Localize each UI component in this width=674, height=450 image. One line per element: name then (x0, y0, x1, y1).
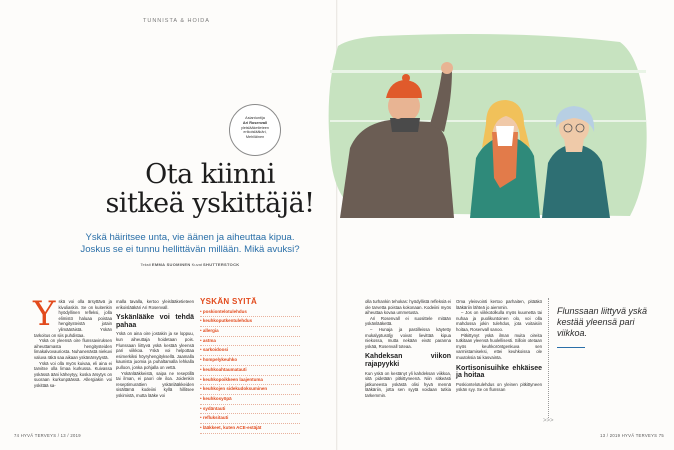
continue-arrows: >>> (543, 418, 554, 424)
symptom-item: • astma (200, 337, 300, 347)
paragraph: Ari Rosenvall ei suosittele mitään yskänlääkettä. (365, 315, 451, 327)
paragraph: malla tavalla, kertoo yleislääketieteen erikoislääkäri Ari Rosenvall. (116, 299, 194, 310)
credit-text-label: Teksti (140, 262, 151, 267)
section-label: TUNNISTA & HOIDA (143, 18, 210, 24)
paragraph: Oma yleisvointi kertoo parhaiten, pitääkö lääkäriin lähteä jo aiemmin. (456, 299, 542, 310)
body-column-5 (456, 299, 542, 393)
symptoms-list (200, 308, 300, 434)
quote-rule (557, 347, 585, 348)
expert-title-2: erikoislääkäri, (243, 130, 267, 135)
paragraph: skä voi olla ärsyttävä ja kivuliaskin. Se on kuitenkin hyödyllinen refleksi, jolla elimistö haluaa poistaa hengitysteistä jotain ylimääräistä. Yskän tarkoitus on siis puhdistaa. (34, 299, 112, 338)
symptom-item: • hompelykeuhko (200, 356, 300, 366)
lead-line-2: Joskus se ei tunnu hellittävän millään. Mikä avuksi? (80, 244, 300, 255)
symptoms-title: YSKÄN SYITÄ (200, 297, 258, 306)
subheading: Kahdeksan viikon rajapyykki (365, 353, 451, 368)
symptom-item: • keuhkosyöpä (200, 395, 300, 405)
expert-name: Ari Rosenvall (242, 120, 268, 125)
headline-line-2: sitkeä yskittäjä! (105, 188, 315, 219)
paragraph: Pitkittynyt yskä ilman muita oireita tutkitaan yleensä huolellisesti. Silloin otetaan myös keuhkoröntgenkuva sen varmistamiseksi, ettei keuhkoissa ole muutoksia tai kasvainta. (456, 332, 542, 360)
folio-right: 13 / 2019 HYVÄ TERVEYS 75 (600, 433, 664, 438)
symptoms-box (200, 299, 300, 434)
expert-title-1: yleislääketieteen (240, 125, 270, 130)
paragraph: Kun yskä on kestänyt yli kahdeksan viikkoa, sitä pidetään pitkittyneenä. Niin sitkeästi jatkuneesta yskästä olisi hyvä mennä lääkäriin, jotta sen syytä voidaan tutkia tarkemmin. (365, 370, 451, 398)
paragraph: Yskä on aina oire jostakin ja se loppuu, kun aiheuttaja hoidetaan pois. Flunssaan liittyvä yskä kestää yleensä pari viikkoa. Yskä voi helpottaa esimerkiksi höyryhengityksellä. Jaamalla kaunista juomia ja puhaltamalla lehkalla pulloon, jonka pohjalla on vettä. (116, 331, 194, 370)
pull-quote-box (548, 298, 662, 418)
paragraph: – Jos on viikkotolkulla myös kuumetta tai nuhaa ja puolikuntoinen olo, voi olla mahdossa jokin tulehdus, jota voitaisiin hoitaa, Rosenvall sanoo. (456, 310, 542, 332)
symptom-item: • sydäntauti (200, 405, 300, 415)
drop-cap: Y (33, 294, 56, 334)
paragraph: Yskänlääkkeistä, saipa ne reseptillä tai ilman, ei paori ole iloa. Joidenkin reseptimurattien yskänlääkkeiden sisältämä kodeiini kyllä hillitsee yskimistä, mutta lääke voi (116, 370, 194, 398)
headline (90, 160, 330, 218)
paragraph: Yskä on yleensä oire flunssaviruksen aiheuttamasta hengitysteiden limakalvovauriosta. Nuhanenästä niekuvi valuva räkä saa aikaan yskänärsytystä. (34, 338, 112, 360)
paragraph: olla turhankin tehokas: hyödyllistä refleksiä ei ole tarvetta poistaa kokonaan. Kodeiini myös aiheuttaa kovaa ummetusta. (365, 299, 451, 316)
headline-line-1: Ota kiinni (145, 159, 275, 190)
pull-quote: Flunssaan liittyvä yskä kestää yleensä pari viikkoa. (557, 306, 648, 338)
lead-paragraph (60, 232, 320, 256)
paragraph: – Hunaja ja pastilleissa käytetty mukalyptusöljy voivat lievittää kipua niekossa, mutta nekään eivät paranna yskää, Rosenvall toteaa. (365, 326, 451, 349)
expert-role: Asiantuntija (245, 116, 265, 120)
symptom-item: • keuhkoahtaumatauti (200, 366, 300, 376)
symptom-item: • sarkoidoosi (200, 346, 300, 356)
symptom-item: • poskiontelotulehdus (200, 308, 300, 318)
lead-line-1: Yskä häiritsee unta, vie äänen ja aiheuttaa kipua. (85, 232, 295, 243)
body-column-1 (33, 294, 112, 389)
expert-badge (229, 104, 281, 156)
credit-photo-label: Kuvat (191, 262, 202, 267)
expert-title-3: Mehiläinen (245, 135, 265, 140)
body-column-2 (116, 299, 194, 399)
coughing-people-illustration (320, 28, 650, 218)
body-column-4 (365, 299, 451, 399)
credit-photos: SHUTTERSTOCK (203, 262, 240, 267)
symptom-item: • refluksitauti (200, 414, 300, 424)
subheading: Kortisonisuihke ehkäisee ja hoitaa (456, 364, 542, 380)
symptom-item: • keuhkopoikkeen laajentuma (200, 376, 300, 386)
paragraph: Poskiontelotulehdus on yleinen pitkittyneen yskän syy. Se on flunssan (456, 381, 542, 393)
symptom-item: • lääkkeet, kuten ACE-estäjät (200, 424, 300, 434)
symptom-item: • keuhkoputkentulehdus (200, 317, 300, 327)
credit-author: EMMA SUOMINEN (151, 262, 191, 267)
credits (60, 262, 320, 267)
symptom-item: • keuhkojen sidekudoksuminen (200, 385, 300, 395)
symptom-item: • allergia (200, 327, 300, 337)
paragraph: Yskä voi olla myös kuivaa, eli aina ei tarvitse olla limaa kurkussa. Kuivassa yskässä ääni käheytyy, koska ärsytys on suoraan kurkunpäässä. Allergiakin voi yskittää sa- (34, 360, 112, 388)
subheading: Yskänlääke voi tehdä pahaa (116, 314, 194, 329)
folio-left: 74 HYVÄ TERVEYS / 13 / 2019 (14, 433, 81, 438)
